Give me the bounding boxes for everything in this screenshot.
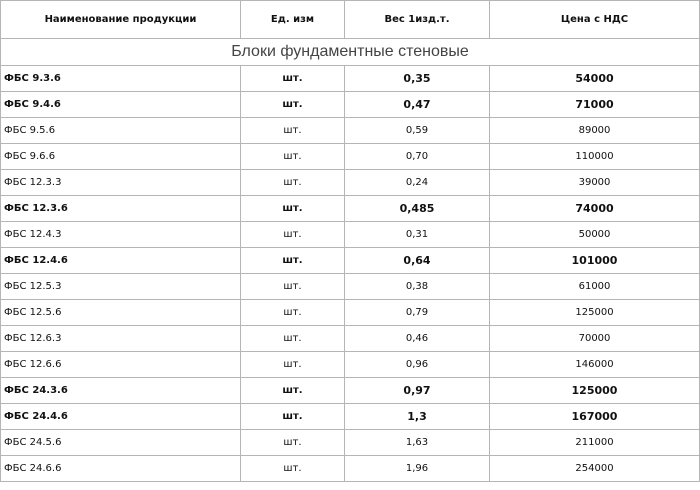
unit-cell: шт. [241, 456, 345, 482]
price-cell: 125000 [490, 300, 700, 326]
section-row [1, 39, 700, 66]
table-row [1, 248, 700, 274]
table-row [1, 66, 700, 92]
header-weight: Вес 1изд.т. [345, 1, 490, 39]
unit-cell: шт. [241, 274, 345, 300]
price-cell: 39000 [490, 170, 700, 196]
unit-cell: шт. [241, 352, 345, 378]
table-row [1, 170, 700, 196]
product-name-cell: ФБС 12.4.3 [1, 222, 241, 248]
price-cell: 101000 [490, 248, 700, 274]
product-name-cell: ФБС 9.5.6 [1, 118, 241, 144]
weight-cell: 0,46 [345, 326, 490, 352]
table-row [1, 326, 700, 352]
table-row [1, 92, 700, 118]
price-cell: 110000 [490, 144, 700, 170]
weight-cell: 0,96 [345, 352, 490, 378]
unit-cell: шт. [241, 196, 345, 222]
price-cell: 146000 [490, 352, 700, 378]
price-cell: 74000 [490, 196, 700, 222]
table-row [1, 430, 700, 456]
unit-cell: шт. [241, 222, 345, 248]
unit-cell: шт. [241, 248, 345, 274]
product-name-cell: ФБС 12.6.6 [1, 352, 241, 378]
weight-cell: 0,38 [345, 274, 490, 300]
unit-cell: шт. [241, 326, 345, 352]
product-name-cell: ФБС 24.5.6 [1, 430, 241, 456]
header-name: Наименование продукции [1, 1, 241, 39]
weight-cell: 0,485 [345, 196, 490, 222]
unit-cell: шт. [241, 144, 345, 170]
table-row [1, 404, 700, 430]
weight-cell: 0,59 [345, 118, 490, 144]
price-cell: 54000 [490, 66, 700, 92]
unit-cell: шт. [241, 300, 345, 326]
product-name-cell: ФБС 12.4.6 [1, 248, 241, 274]
unit-cell: шт. [241, 66, 345, 92]
weight-cell: 0,79 [345, 300, 490, 326]
weight-cell: 0,47 [345, 92, 490, 118]
table-body [1, 39, 700, 482]
weight-cell: 1,3 [345, 404, 490, 430]
table-row [1, 378, 700, 404]
price-cell: 125000 [490, 378, 700, 404]
unit-cell: шт. [241, 118, 345, 144]
price-cell: 254000 [490, 456, 700, 482]
price-cell: 167000 [490, 404, 700, 430]
weight-cell: 0,70 [345, 144, 490, 170]
table-row [1, 222, 700, 248]
price-cell: 211000 [490, 430, 700, 456]
weight-cell: 0,97 [345, 378, 490, 404]
header-row [1, 1, 700, 39]
unit-cell: шт. [241, 378, 345, 404]
unit-cell: шт. [241, 170, 345, 196]
product-name-cell: ФБС 12.6.3 [1, 326, 241, 352]
product-name-cell: ФБС 24.6.6 [1, 456, 241, 482]
unit-cell: шт. [241, 404, 345, 430]
product-name-cell: ФБС 12.5.6 [1, 300, 241, 326]
product-name-cell: ФБС 24.3.6 [1, 378, 241, 404]
price-cell: 71000 [490, 92, 700, 118]
product-name-cell: ФБС 12.3.6 [1, 196, 241, 222]
unit-cell: шт. [241, 430, 345, 456]
weight-cell: 0,35 [345, 66, 490, 92]
price-cell: 89000 [490, 118, 700, 144]
product-name-cell: ФБС 9.4.6 [1, 92, 241, 118]
header-unit: Ед. изм [241, 1, 345, 39]
table-row [1, 456, 700, 482]
weight-cell: 0,31 [345, 222, 490, 248]
weight-cell: 1,96 [345, 456, 490, 482]
price-cell: 70000 [490, 326, 700, 352]
product-name-cell: ФБС 12.5.3 [1, 274, 241, 300]
table-row [1, 196, 700, 222]
weight-cell: 0,64 [345, 248, 490, 274]
weight-cell: 0,24 [345, 170, 490, 196]
table-row [1, 352, 700, 378]
price-cell: 61000 [490, 274, 700, 300]
product-name-cell: ФБС 24.4.6 [1, 404, 241, 430]
product-name-cell: ФБС 9.3.6 [1, 66, 241, 92]
product-name-cell: ФБС 9.6.6 [1, 144, 241, 170]
table-row [1, 274, 700, 300]
header-price: Цена с НДС [490, 1, 700, 39]
price-cell: 50000 [490, 222, 700, 248]
table-row [1, 144, 700, 170]
table-row [1, 300, 700, 326]
weight-cell: 1,63 [345, 430, 490, 456]
section-title: Блоки фундаментные стеновые [1, 39, 700, 66]
unit-cell: шт. [241, 92, 345, 118]
product-name-cell: ФБС 12.3.3 [1, 170, 241, 196]
table-row [1, 118, 700, 144]
